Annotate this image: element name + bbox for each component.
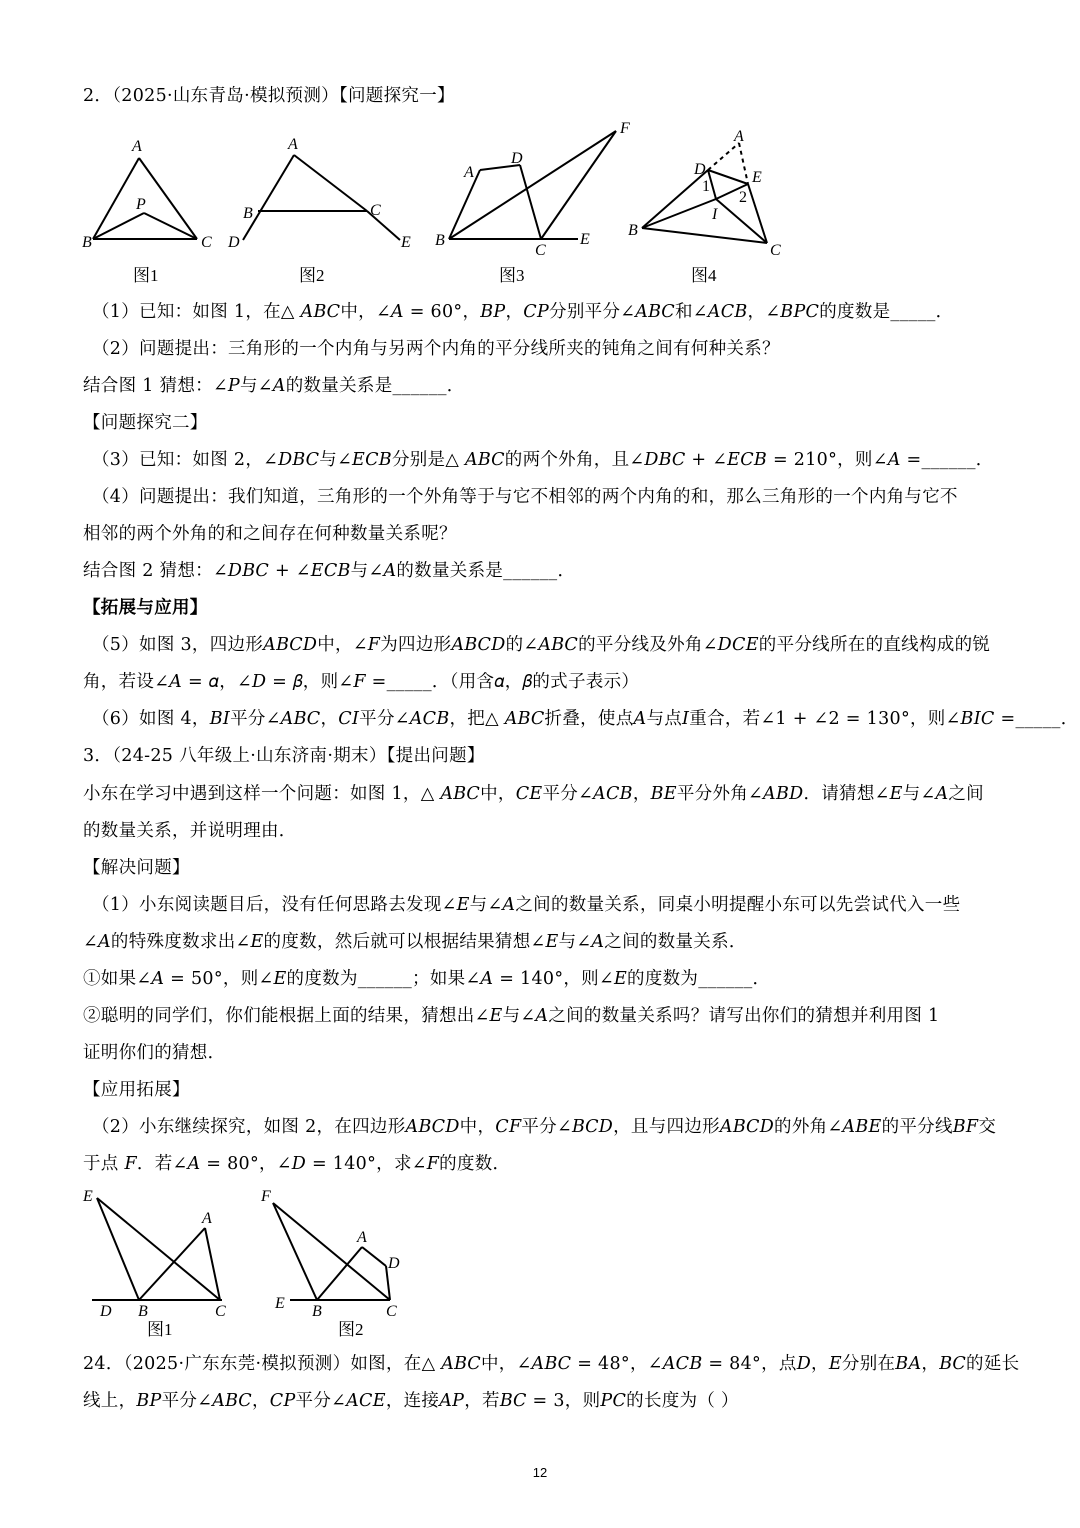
q3-header: 3．（24-25 八年级上·山东济南·期末）【提出问题】 (83, 746, 485, 766)
q3-figures (0, 1185, 1080, 1345)
q3-fig2-label-c: C (386, 1303, 397, 1320)
q3-part1: （1）小东阅读题目后，没有任何思路去发现∠𝐸与∠𝐴之间的数量关系，同桌小明提醒小东可以先尝试代入一些 (92, 895, 961, 915)
q24-problem-cont: 线上，𝐵𝑃平分∠𝐴𝐵𝐶，𝐶𝑃平分∠𝐴𝐶𝐸，连接𝐴𝑃，若𝐵𝐶 = 3，则𝑃𝐶的长度为（ ） (83, 1391, 739, 1411)
q2-fig1-label-p: P (136, 196, 146, 213)
q2-part2: （2）问题提出：三角形的一个内角与另两个内角的平分线所夹的钝角之间有何种关系？ (92, 339, 780, 359)
q3-part1-sub2: ②聪明的同学们，你们能根据上面的结果，猜想出∠𝐸与∠𝐴之间的数量关系吗？请写出你们的猜想并利用图 1 (83, 1006, 940, 1026)
q3-fig2 (273, 1203, 390, 1300)
q3-section-solve: 【解决问题】 (83, 858, 190, 878)
q2-fig3-label-d: D (511, 150, 523, 167)
q2-header: 2．（2025·山东青岛·模拟预测）【问题探究一】 (83, 86, 455, 106)
q2-fig4-label-a: A (734, 128, 744, 145)
q2-fig1-label-a: A (132, 138, 142, 155)
q3-part1-sub2-cont: 证明你们的猜想． (83, 1043, 226, 1063)
q2-fig3-quadrilateral (449, 131, 616, 239)
q3-part1-cont: ∠𝐴的特殊度数求出∠𝐸的度数，然后就可以根据结果猜想∠𝐸与∠𝐴之间的数量关系． (83, 932, 747, 952)
q2-fig2-triangle (243, 155, 400, 240)
q3-fig2-label-b: B (312, 1303, 322, 1320)
q2-section3-heading: 【拓展与应用】 (83, 598, 208, 618)
q3-fig2-caption: 图2 (338, 1320, 364, 1339)
q2-fig2-label-b: B (243, 205, 253, 222)
q2-part6: （6）如图 4，𝐵𝐼平分∠𝐴𝐵𝐶，𝐶𝐼平分∠𝐴𝐶𝐵，把△ 𝐴𝐵𝐶折叠，使点𝐴与点𝐼重合，若∠1 + ∠2 = 130°，则∠𝐵𝐼𝐶 =_____． (92, 709, 1079, 729)
q2-fig1-label-b: B (82, 234, 92, 251)
q2-fig4-label-e: E (752, 169, 762, 186)
q3-fig1-label-d: D (100, 1303, 112, 1320)
q3-fig2-label-f: F (261, 1188, 271, 1205)
q2-part4: （4）问题提出：我们知道，三角形的一个外角等于与它不相邻的两个内角的和，那么三角形的一个内角与它不 (92, 487, 958, 507)
q3-part2-cont: 于点 𝐹．若∠𝐴 = 80°，∠𝐷 = 140°，求∠𝐹的度数． (83, 1154, 511, 1174)
q2-figures (0, 110, 1080, 290)
q2-fig3-label-b: B (435, 232, 445, 249)
q2-part1: （1）已知：如图 1，在△ 𝐴𝐵𝐶中，∠𝐴 = 60°，𝐵𝑃，𝐶𝑃分别平分∠𝐴𝐵𝐶和∠𝐴𝐶𝐵，∠𝐵𝑃𝐶的度数是_____． (92, 302, 954, 322)
q3-part2: （2）小东继续探究，如图 2，在四边形𝐴𝐵𝐶𝐷中，𝐶𝐹平分∠𝐵𝐶𝐷，且与四边形𝐴𝐵𝐶𝐷的外角∠𝐴𝐵𝐸的平分线𝐵𝐹交 (92, 1117, 997, 1137)
q2-part3: （3）已知：如图 2，∠𝐷𝐵𝐶与∠𝐸𝐶𝐵分别是△ 𝐴𝐵𝐶的两个外角，且∠𝐷𝐵𝐶 + ∠𝐸𝐶𝐵 = 210°，则∠𝐴 =______． (92, 450, 994, 470)
q2-fig3-label-c: C (535, 242, 546, 259)
q3-problem-cont: 的数量关系，并说明理由． (83, 821, 297, 841)
q2-fig4-label-d: D (694, 161, 706, 178)
q2-fig3-label-e: E (580, 231, 590, 248)
q3-fig1-label-c: C (215, 1303, 226, 1320)
q2-fig3-caption: 图3 (499, 266, 525, 285)
q2-fig3-label-a: A (464, 164, 474, 181)
q2-fig4-label-i: I (712, 206, 718, 223)
q2-fig2-label-a: A (288, 136, 298, 153)
q2-fig1-label-c: C (201, 234, 212, 251)
page-number: 12 (532, 1465, 548, 1480)
q3-fig1-label-b: B (138, 1303, 148, 1320)
q3-section-apply: 【应用拓展】 (83, 1080, 190, 1100)
q2-fig2-label-c: C (370, 202, 381, 219)
q2-fig3-label-f: F (620, 120, 630, 137)
q2-fig1-caption: 图1 (133, 266, 159, 285)
q2-fig4-label-1: 1 (702, 178, 710, 195)
q3-fig2-label-a: A (357, 1229, 367, 1246)
q2-fig4-caption: 图4 (691, 266, 717, 285)
q2-fig2-label-d: D (228, 234, 240, 251)
q2-part5: （5）如图 3，四边形𝐴𝐵𝐶𝐷中，∠𝐹为四边形𝐴𝐵𝐶𝐷的∠𝐴𝐵𝐶的平分线及外角∠𝐷𝐶𝐸的平分线所在的直线构成的锐 (92, 635, 991, 655)
q2-fig4-label-b: B (628, 222, 638, 239)
q3-part1-sub1: ①如果∠𝐴 = 50°，则∠𝐸的度数为______；如果∠𝐴 = 140°，则∠𝐸的度数为______． (83, 969, 771, 989)
q3-fig2-label-e: E (275, 1295, 285, 1312)
q2-fig2-label-e: E (401, 234, 411, 251)
q2-conjecture1: 结合图 1 猜想：∠𝑃与∠𝐴的数量关系是______． (83, 376, 465, 396)
q3-problem: 小东在学习中遇到这样一个问题：如图 1，△ 𝐴𝐵𝐶中，𝐶𝐸平分∠𝐴𝐶𝐵，𝐵𝐸平分外角∠𝐴𝐵𝐷．请猜想∠𝐸与∠𝐴之间 (83, 784, 984, 804)
q2-part4-cont: 相邻的两个外角的和之间存在何种数量关系呢？ (83, 524, 457, 544)
q3-fig1-label-e: E (83, 1188, 93, 1205)
q2-fig4-label-c: C (770, 242, 781, 259)
q2-fig4-label-2: 2 (739, 189, 747, 206)
q3-fig1-caption: 图1 (147, 1320, 173, 1339)
q2-section2-heading: 【问题探究二】 (83, 413, 208, 433)
q3-fig2-label-d: D (388, 1255, 400, 1272)
q24-problem: 24．（2025·广东东莞·模拟预测）如图，在△ 𝐴𝐵𝐶中，∠𝐴𝐵𝐶 = 48°，∠𝐴𝐶𝐵 = 84°，点𝐷，𝐸分别在𝐵𝐴，𝐵𝐶的延长 (83, 1354, 1020, 1374)
q2-conjecture2: 结合图 2 猜想：∠𝐷𝐵𝐶 + ∠𝐸𝐶𝐵与∠𝐴的数量关系是______． (83, 561, 576, 581)
q2-fig2-caption: 图2 (299, 266, 325, 285)
q2-part5-cont: 角，若设∠𝐴 = 𝛼，∠𝐷 = 𝛽，则∠𝐹 =_____．（用含𝛼，𝛽的式子表示） (83, 672, 640, 692)
q3-fig1-label-a: A (202, 1210, 212, 1227)
